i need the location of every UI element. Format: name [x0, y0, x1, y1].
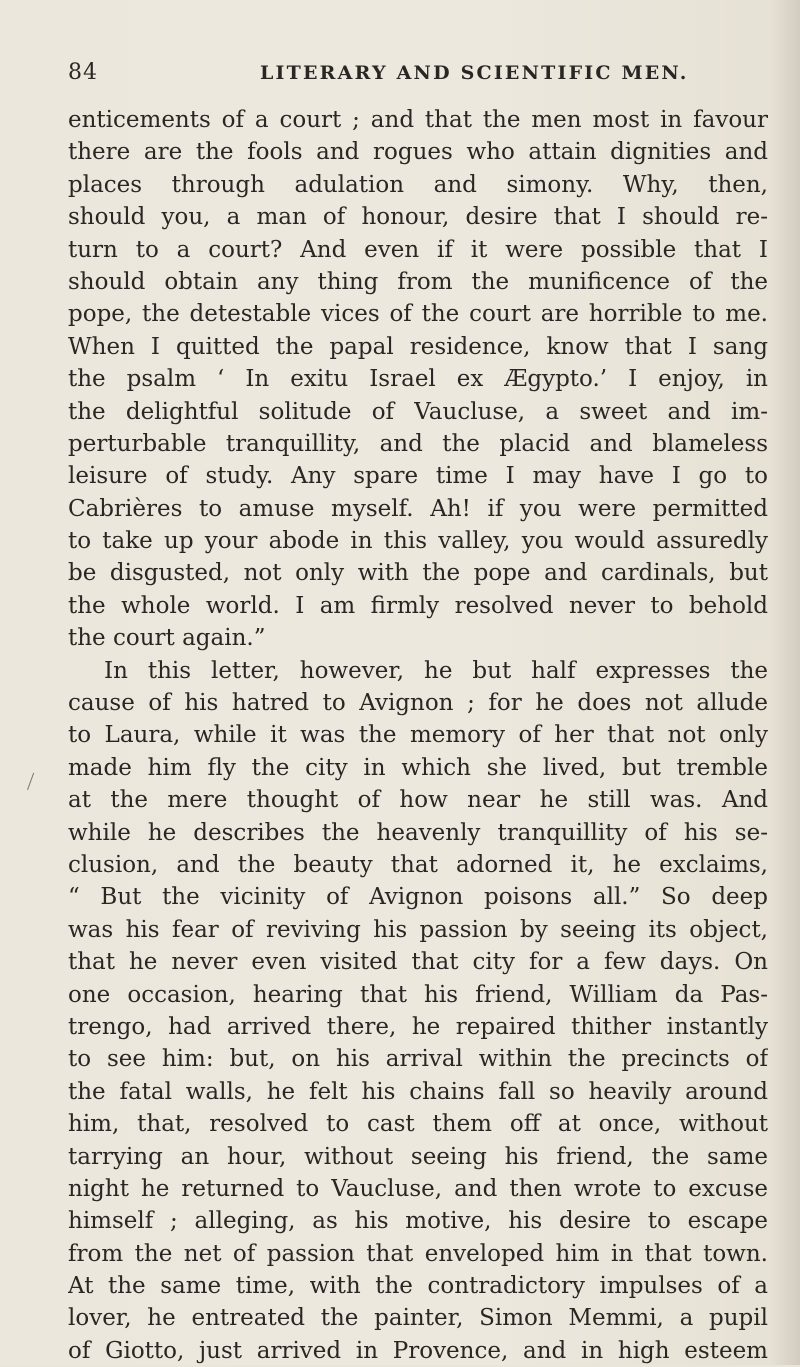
page-header [68, 60, 768, 90]
text-line: Cabrières to amuse myself. Ah! if you were permitted [68, 495, 768, 522]
text-line: night he returned to Vaucluse, and then wrote to excuse [68, 1175, 768, 1202]
text-line: the fatal walls, he felt his chains fall so heavily around [68, 1078, 768, 1105]
text-line: leisure of study. Any spare time I may have I go to [68, 463, 768, 490]
paragraph-first-line: In this letter, however, he but half expresses the [104, 657, 768, 684]
text-line: there are the fools and rogues who attain dignities and [68, 139, 768, 166]
page-number: 84 [68, 60, 98, 85]
running-head: LITERARY AND SCIENTIFIC MEN. [260, 62, 689, 84]
text-line: should you, a man of honour, desire that I should re- [68, 204, 768, 231]
text-line: the whole world. I am firmly resolved never to behold [68, 592, 768, 619]
text-line: be disgusted, not only with the pope and cardinals, but [68, 560, 768, 587]
text-line: turn to a court? And even if it were possible that I [68, 236, 768, 263]
text-line: “ But the vicinity of Avignon poisons all.” So deep [68, 884, 768, 911]
text-line: the psalm ‘ In exitu Israel ex Ægypto.’ I enjoy, in [68, 366, 768, 393]
text-line: perturbable tranquillity, and the placid and blameless [68, 430, 768, 457]
text-line: pope, the detestable vices of the court are horrible to me. [68, 301, 768, 328]
text-line: of Giotto, just arrived in Provence, and in high esteem [68, 1337, 768, 1364]
page-edge-shadow [770, 0, 800, 1365]
body-text [68, 104, 768, 1367]
text-line: at the mere thought of how near he still was. And [68, 787, 768, 814]
text-line: At the same time, with the contradictory impulses of a [68, 1273, 768, 1300]
text-line: to Laura, while it was the memory of her that not only [68, 722, 768, 749]
text-line: should obtain any thing from the munificence of the [68, 268, 768, 295]
text-line: was his fear of reviving his passion by seeing its object, [68, 916, 768, 943]
text-line: him, that, resolved to cast them off at once, without [68, 1111, 768, 1138]
text-line: that he never even visited that city for a few days. On [68, 949, 768, 976]
text-line: to take up your abode in this valley, you would assuredly [68, 528, 768, 555]
text-line: When I quitted the papal residence, know that I sang [68, 333, 768, 360]
text-line: the delightful solitude of Vaucluse, a sweet and im- [68, 398, 768, 425]
text-line: lover, he entreated the painter, Simon Memmi, a pupil [68, 1305, 768, 1332]
text-line: cause of his hatred to Avignon ; for he does not allude [68, 690, 768, 717]
text-line: trengo, had arrived there, he repaired thither instantly [68, 1013, 768, 1040]
text-line: places through adulation and simony. Why, then, [68, 171, 768, 198]
text-line: himself ; alleging, as his motive, his desire to escape [68, 1208, 768, 1235]
paragraph-end-line: the court again.” [68, 625, 266, 652]
text-line: clusion, and the beauty that adorned it, he exclaims, [68, 851, 768, 878]
text-line: made him fly the city in which she lived, but tremble [68, 754, 768, 781]
margin-pencil-mark [27, 773, 38, 792]
text-line: from the net of passion that enveloped him in that town. [68, 1240, 768, 1267]
text-line: while he describes the heavenly tranquillity of his se- [68, 819, 768, 846]
text-line: to see him: but, on his arrival within the precincts of [68, 1046, 768, 1073]
text-line: one occasion, hearing that his friend, William da Pas- [68, 981, 768, 1008]
text-line: enticements of a court ; and that the men most in favour [68, 107, 768, 133]
text-line: tarrying an hour, without seeing his friend, the same [68, 1143, 768, 1170]
